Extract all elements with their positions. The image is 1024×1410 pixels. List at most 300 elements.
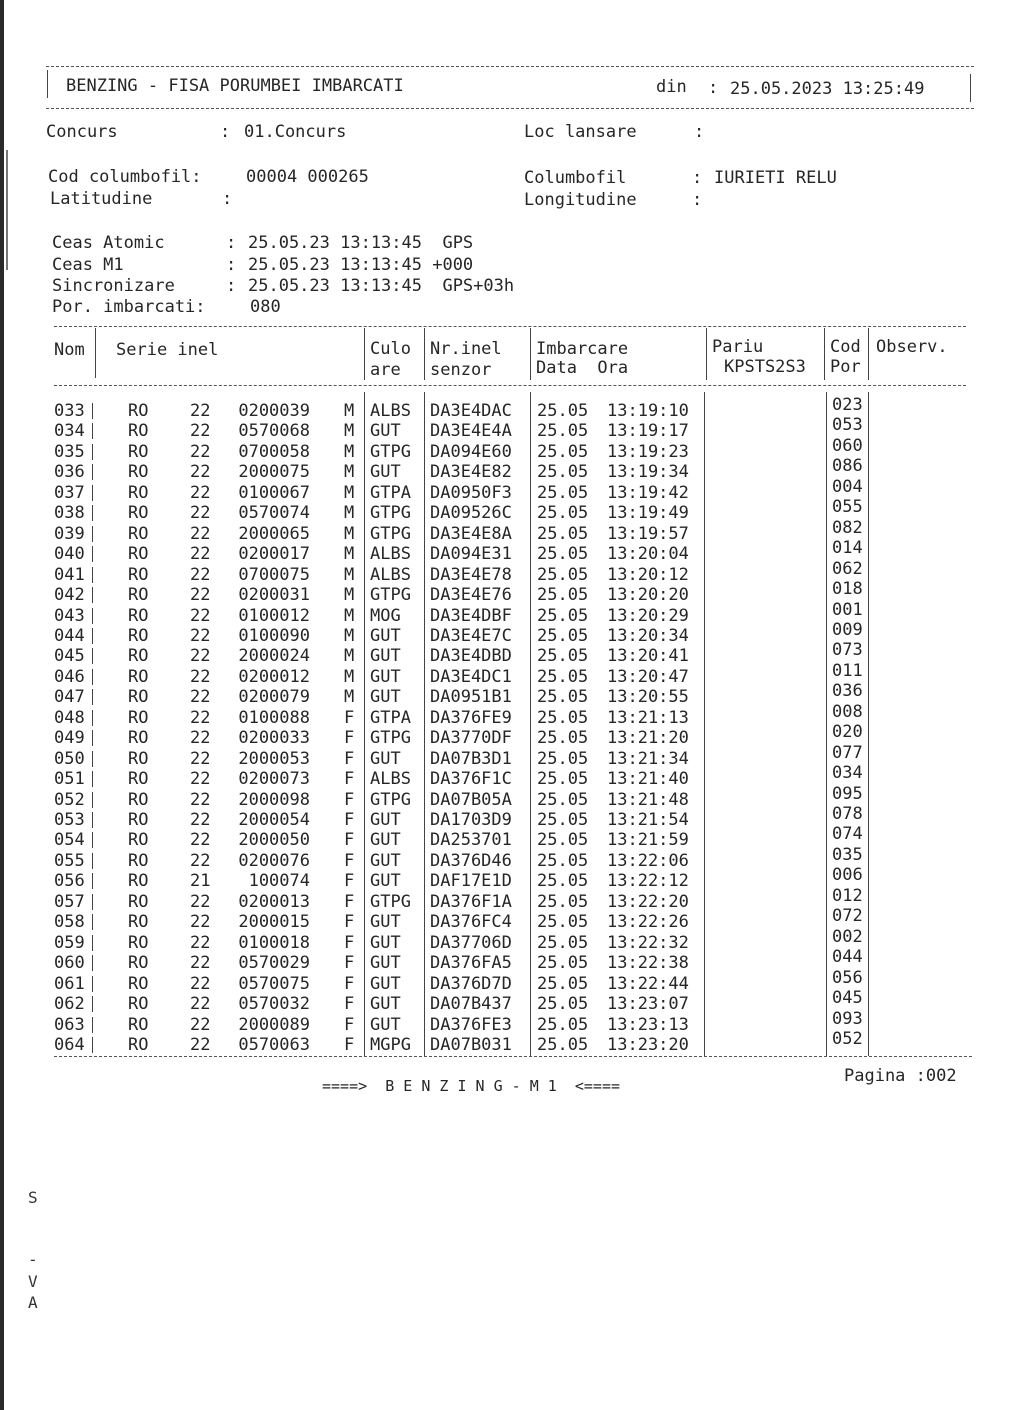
row-cod: 093 [832, 1009, 863, 1029]
header-pariu-1: Pariu [712, 337, 764, 357]
row-cod: 077 [832, 743, 863, 763]
row-sex: F [344, 790, 355, 810]
row-color: ALBS [370, 401, 411, 421]
row-date: 25.05 [537, 606, 589, 626]
header-cod-1: Cod [830, 337, 861, 357]
row-nom-separator [92, 403, 93, 419]
row-color: ALBS [370, 565, 411, 585]
row-cod: 045 [832, 988, 863, 1008]
row-country: RO [128, 503, 149, 523]
row-ring: 0700075 [238, 565, 310, 585]
row-country: RO [128, 401, 149, 421]
row-sex: M [344, 544, 355, 564]
row-time: 13:20:29 [607, 606, 689, 626]
sincronizare-label: Sincronizare [52, 276, 175, 296]
row-nom-separator [92, 648, 93, 664]
row-sex: F [344, 892, 355, 912]
row-nom: 059 [54, 933, 85, 953]
row-year: 22 [190, 953, 211, 973]
row-cod: 006 [832, 865, 863, 885]
row-nom-separator [92, 485, 93, 501]
row-country: RO [128, 483, 149, 503]
row-time: 13:21:59 [607, 830, 689, 850]
concurs-label: Concurs [46, 122, 118, 142]
row-year: 22 [190, 974, 211, 994]
row-date: 25.05 [537, 974, 589, 994]
row-color: ALBS [370, 544, 411, 564]
row-color: GUT [370, 851, 401, 871]
row-sensor: DA3770DF [430, 728, 512, 748]
row-year: 21 [190, 871, 211, 891]
header-nrinel-1: Nr.inel [430, 339, 502, 359]
row-sensor: DAF17E1D [430, 871, 512, 891]
row-color: GUT [370, 994, 401, 1014]
row-sensor: DA3E4E76 [430, 585, 512, 605]
row-country: RO [128, 749, 149, 769]
row-nom-separator [92, 730, 93, 746]
row-color: MOG [370, 606, 401, 626]
row-time: 13:20:04 [607, 544, 689, 564]
embarked-label: Por. imbarcati: [52, 297, 206, 317]
row-cod: 062 [832, 559, 863, 579]
row-color: GUT [370, 462, 401, 482]
row-nom-separator [92, 914, 93, 930]
row-year: 22 [190, 462, 211, 482]
row-nom-separator [92, 505, 93, 521]
row-color: GTPG [370, 728, 411, 748]
row-nom-separator [92, 1017, 93, 1033]
row-country: RO [128, 769, 149, 789]
row-cod: 011 [832, 661, 863, 681]
row-nom: 063 [54, 1015, 85, 1035]
row-nom-separator [92, 1037, 93, 1053]
row-ring: 0570029 [238, 953, 310, 973]
row-sensor: DA07B031 [430, 1035, 512, 1055]
row-time: 13:22:20 [607, 892, 689, 912]
report-date-label: din [656, 77, 687, 97]
embarked-value: 080 [250, 297, 281, 317]
row-time: 13:21:48 [607, 790, 689, 810]
row-sex: M [344, 606, 355, 626]
row-sensor: DA3E4DBD [430, 646, 512, 666]
loc-lansare-label: Loc lansare [524, 122, 637, 142]
row-color: GUT [370, 1015, 401, 1035]
row-cod: 095 [832, 784, 863, 804]
row-cod: 072 [832, 906, 863, 926]
row-time: 13:23:13 [607, 1015, 689, 1035]
row-year: 22 [190, 687, 211, 707]
row-cod: 014 [832, 538, 863, 558]
row-nom: 057 [54, 892, 85, 912]
row-sensor: DA094E31 [430, 544, 512, 564]
header-serie-inel: Serie inel [116, 340, 219, 360]
row-ring: 0570032 [238, 994, 310, 1014]
row-nom: 056 [54, 871, 85, 891]
row-nom: 043 [54, 606, 85, 626]
row-nom: 064 [54, 1035, 85, 1055]
row-sex: F [344, 912, 355, 932]
row-nom: 037 [54, 483, 85, 503]
row-sensor: DA3E4E7C [430, 626, 512, 646]
row-time: 13:22:06 [607, 851, 689, 871]
row-color: GUT [370, 953, 401, 973]
row-nom-separator [92, 792, 93, 808]
row-sensor: DA3E4E78 [430, 565, 512, 585]
row-nom: 061 [54, 974, 85, 994]
row-cod: 044 [832, 947, 863, 967]
row-date: 25.05 [537, 1015, 589, 1035]
row-nom: 054 [54, 830, 85, 850]
longitudine-label: Longitudine [524, 190, 637, 210]
row-ring: 0200079 [238, 687, 310, 707]
row-country: RO [128, 810, 149, 830]
row-sex: M [344, 667, 355, 687]
row-year: 22 [190, 401, 211, 421]
row-nom: 036 [54, 462, 85, 482]
body-sep-cod [868, 392, 869, 1056]
ceas-m1-sep: : [226, 255, 237, 275]
row-country: RO [128, 994, 149, 1014]
row-nom-separator [92, 608, 93, 624]
row-nom-separator [92, 751, 93, 767]
row-ring: 2000054 [238, 810, 310, 830]
row-sex: F [344, 851, 355, 871]
row-nom: 044 [54, 626, 85, 646]
row-date: 25.05 [537, 667, 589, 687]
row-ring: 2000065 [238, 524, 310, 544]
row-nom: 048 [54, 708, 85, 728]
row-year: 22 [190, 646, 211, 666]
row-ring: 2000089 [238, 1015, 310, 1035]
row-country: RO [128, 1015, 149, 1035]
margin-mark-dash: - [28, 1250, 38, 1269]
row-cod: 035 [832, 845, 863, 865]
row-color: GUT [370, 421, 401, 441]
row-year: 22 [190, 851, 211, 871]
row-sensor: DA07B3D1 [430, 749, 512, 769]
row-year: 22 [190, 994, 211, 1014]
row-sensor: DA376FA5 [430, 953, 512, 973]
row-nom-separator [92, 546, 93, 562]
row-date: 25.05 [537, 442, 589, 462]
row-ring: 0200076 [238, 851, 310, 871]
ceas-atomic-label: Ceas Atomic [52, 233, 165, 253]
row-ring: 0200013 [238, 892, 310, 912]
header-culoare-2: are [370, 360, 401, 380]
row-year: 22 [190, 1015, 211, 1035]
row-year: 22 [190, 912, 211, 932]
row-cod: 012 [832, 886, 863, 906]
row-nom: 062 [54, 994, 85, 1014]
row-nom-separator [92, 955, 93, 971]
row-time: 13:23:07 [607, 994, 689, 1014]
row-year: 22 [190, 769, 211, 789]
row-cod: 073 [832, 640, 863, 660]
row-color: GTPG [370, 442, 411, 462]
row-nom: 052 [54, 790, 85, 810]
row-date: 25.05 [537, 503, 589, 523]
header-culoare-1: Culo [370, 339, 411, 359]
row-nom-separator [92, 669, 93, 685]
row-year: 22 [190, 544, 211, 564]
row-nom: 033 [54, 401, 85, 421]
ceas-atomic-value: 25.05.23 13:13:45 GPS [248, 233, 474, 253]
row-year: 22 [190, 667, 211, 687]
row-nom: 041 [54, 565, 85, 585]
row-time: 13:19:34 [607, 462, 689, 482]
row-sensor: DA07B05A [430, 790, 512, 810]
row-sensor: DA376F1C [430, 769, 512, 789]
row-color: GTPG [370, 892, 411, 912]
row-nom-separator [92, 894, 93, 910]
loc-lansare-sep: : [694, 122, 705, 142]
footer-brand: ====> B E N Z I N G - M 1 <==== [322, 1077, 621, 1095]
row-ring: 0570063 [238, 1035, 310, 1055]
cod-columbofil-value: 00004 000265 [246, 167, 369, 187]
row-country: RO [128, 667, 149, 687]
row-color: GTPG [370, 524, 411, 544]
row-sensor: DA094E60 [430, 442, 512, 462]
row-date: 25.05 [537, 769, 589, 789]
col-sep-cod [868, 328, 869, 380]
row-country: RO [128, 585, 149, 605]
row-cod: 023 [832, 395, 863, 415]
row-date: 25.05 [537, 626, 589, 646]
row-nom: 049 [54, 728, 85, 748]
row-color: GUT [370, 646, 401, 666]
row-cod: 009 [832, 620, 863, 640]
row-cod: 074 [832, 824, 863, 844]
row-sensor: DA3E4E82 [430, 462, 512, 482]
table-top-rule [54, 326, 966, 327]
row-cod: 086 [832, 456, 863, 476]
col-sep-serie [364, 328, 365, 380]
row-ring: 0100067 [238, 483, 310, 503]
row-ring: 0200073 [238, 769, 310, 789]
row-color: GTPA [370, 483, 411, 503]
row-sensor: DA376D46 [430, 851, 512, 871]
columbofil-sep: : [692, 168, 703, 188]
row-cod: 078 [832, 804, 863, 824]
row-year: 22 [190, 708, 211, 728]
row-time: 13:20:12 [607, 565, 689, 585]
row-country: RO [128, 687, 149, 707]
row-sensor: DA376FC4 [430, 912, 512, 932]
row-country: RO [128, 421, 149, 441]
sincronizare-sep: : [226, 276, 237, 296]
row-ring: 0570074 [238, 503, 310, 523]
row-country: RO [128, 462, 149, 482]
ceas-atomic-sep: : [226, 233, 237, 253]
row-nom-separator [92, 423, 93, 439]
row-country: RO [128, 912, 149, 932]
row-sex: F [344, 830, 355, 850]
row-color: GTPA [370, 708, 411, 728]
header-cod-2: Por [830, 357, 861, 377]
row-nom: 058 [54, 912, 85, 932]
row-time: 13:21:34 [607, 749, 689, 769]
row-ring: 0700058 [238, 442, 310, 462]
row-cod: 018 [832, 579, 863, 599]
row-country: RO [128, 851, 149, 871]
row-sensor: DA376FE3 [430, 1015, 512, 1035]
row-color: GUT [370, 626, 401, 646]
row-country: RO [128, 626, 149, 646]
columbofil-value: IURIETI RELU [714, 168, 837, 188]
row-year: 22 [190, 728, 211, 748]
row-nom-separator [92, 526, 93, 542]
body-sep-culoare [424, 392, 425, 1056]
row-nom-separator [92, 832, 93, 848]
row-sex: F [344, 953, 355, 973]
row-ring: 0100018 [238, 933, 310, 953]
row-time: 13:22:26 [607, 912, 689, 932]
row-cod: 082 [832, 518, 863, 538]
row-color: GUT [370, 749, 401, 769]
row-sex: M [344, 483, 355, 503]
row-nom: 034 [54, 421, 85, 441]
row-year: 22 [190, 585, 211, 605]
row-color: MGPG [370, 1035, 411, 1055]
row-ring: 0100012 [238, 606, 310, 626]
row-nom-separator [92, 710, 93, 726]
row-sex: M [344, 401, 355, 421]
row-ring: 2000053 [238, 749, 310, 769]
row-time: 13:19:49 [607, 503, 689, 523]
row-country: RO [128, 871, 149, 891]
row-date: 25.05 [537, 646, 589, 666]
row-cod: 052 [832, 1029, 863, 1049]
row-date: 25.05 [537, 565, 589, 585]
row-time: 13:19:10 [607, 401, 689, 421]
row-sex: M [344, 646, 355, 666]
row-sex: F [344, 769, 355, 789]
report-title: BENZING - FISA PORUMBEI IMBARCATI [66, 76, 404, 96]
row-ring: 2000098 [238, 790, 310, 810]
row-sex: M [344, 687, 355, 707]
row-sex: M [344, 503, 355, 523]
row-cod: 056 [832, 968, 863, 988]
row-year: 22 [190, 892, 211, 912]
row-color: GUT [370, 667, 401, 687]
row-country: RO [128, 524, 149, 544]
row-ring: 0200033 [238, 728, 310, 748]
row-country: RO [128, 892, 149, 912]
row-country: RO [128, 790, 149, 810]
row-country: RO [128, 953, 149, 973]
row-date: 25.05 [537, 462, 589, 482]
row-sex: M [344, 565, 355, 585]
col-sep-imbarcare [706, 328, 707, 380]
row-time: 13:20:20 [607, 585, 689, 605]
footer-page-number: Pagina :002 [844, 1066, 957, 1086]
row-nom: 038 [54, 503, 85, 523]
row-date: 25.05 [537, 585, 589, 605]
row-sensor: DA07B437 [430, 994, 512, 1014]
row-year: 22 [190, 1035, 211, 1055]
latitudine-label: Latitudine [50, 189, 153, 209]
header-nrinel-2: senzor [430, 360, 492, 380]
row-time: 13:19:23 [607, 442, 689, 462]
row-sex: M [344, 462, 355, 482]
row-ring: 0200017 [238, 544, 310, 564]
header-right-bar [970, 74, 971, 102]
row-sensor: DA3E4DAC [430, 401, 512, 421]
row-nom-separator [92, 464, 93, 480]
row-nom-separator [92, 976, 93, 992]
row-color: GUT [370, 830, 401, 850]
row-cod: 036 [832, 681, 863, 701]
row-sensor: DA1703D9 [430, 810, 512, 830]
margin-mark-s: S [28, 1188, 38, 1207]
columbofil-label: Columbofil [524, 168, 627, 188]
row-nom: 046 [54, 667, 85, 687]
row-cod: 002 [832, 927, 863, 947]
row-nom: 039 [54, 524, 85, 544]
header-observ: Observ. [876, 337, 948, 357]
row-time: 13:20:34 [607, 626, 689, 646]
margin-mark-v: V [28, 1272, 38, 1291]
row-nom-separator [92, 996, 93, 1012]
header-nom: Nom [54, 340, 85, 360]
row-color: GUT [370, 974, 401, 994]
row-nom: 060 [54, 953, 85, 973]
row-time: 13:22:32 [607, 933, 689, 953]
row-color: GTPG [370, 585, 411, 605]
row-nom: 045 [54, 646, 85, 666]
row-time: 13:20:55 [607, 687, 689, 707]
row-nom: 055 [54, 851, 85, 871]
row-time: 13:22:44 [607, 974, 689, 994]
row-ring: 2000050 [238, 830, 310, 850]
row-date: 25.05 [537, 728, 589, 748]
row-year: 22 [190, 749, 211, 769]
row-date: 25.05 [537, 953, 589, 973]
body-sep-imbarcare [704, 392, 705, 1056]
row-year: 22 [190, 421, 211, 441]
row-color: GUT [370, 912, 401, 932]
row-time: 13:19:57 [607, 524, 689, 544]
row-ring: 0200039 [238, 401, 310, 421]
row-color: GUT [370, 871, 401, 891]
col-sep-culoare [424, 328, 425, 380]
row-sensor: DA376F1A [430, 892, 512, 912]
row-year: 22 [190, 483, 211, 503]
row-ring: 0100090 [238, 626, 310, 646]
row-color: GUT [370, 687, 401, 707]
row-country: RO [128, 544, 149, 564]
sincronizare-value: 25.05.23 13:13:45 GPS+03h [248, 276, 515, 296]
row-sex: F [344, 1035, 355, 1055]
row-country: RO [128, 708, 149, 728]
row-ring: 100074 [248, 871, 310, 891]
row-time: 13:21:20 [607, 728, 689, 748]
row-color: GUT [370, 933, 401, 953]
row-sensor: DA3E4DBF [430, 606, 512, 626]
row-date: 25.05 [537, 810, 589, 830]
row-time: 13:21:40 [607, 769, 689, 789]
row-date: 25.05 [537, 994, 589, 1014]
header-bottom-rule [46, 108, 974, 109]
margin-mark-a: A [28, 1293, 38, 1312]
row-date: 25.05 [537, 749, 589, 769]
report-date-separator: : [708, 78, 719, 98]
row-country: RO [128, 1035, 149, 1055]
row-nom-separator [92, 873, 93, 889]
row-date: 25.05 [537, 1035, 589, 1055]
row-time: 13:19:17 [607, 421, 689, 441]
latitudine-sep: : [222, 189, 233, 209]
